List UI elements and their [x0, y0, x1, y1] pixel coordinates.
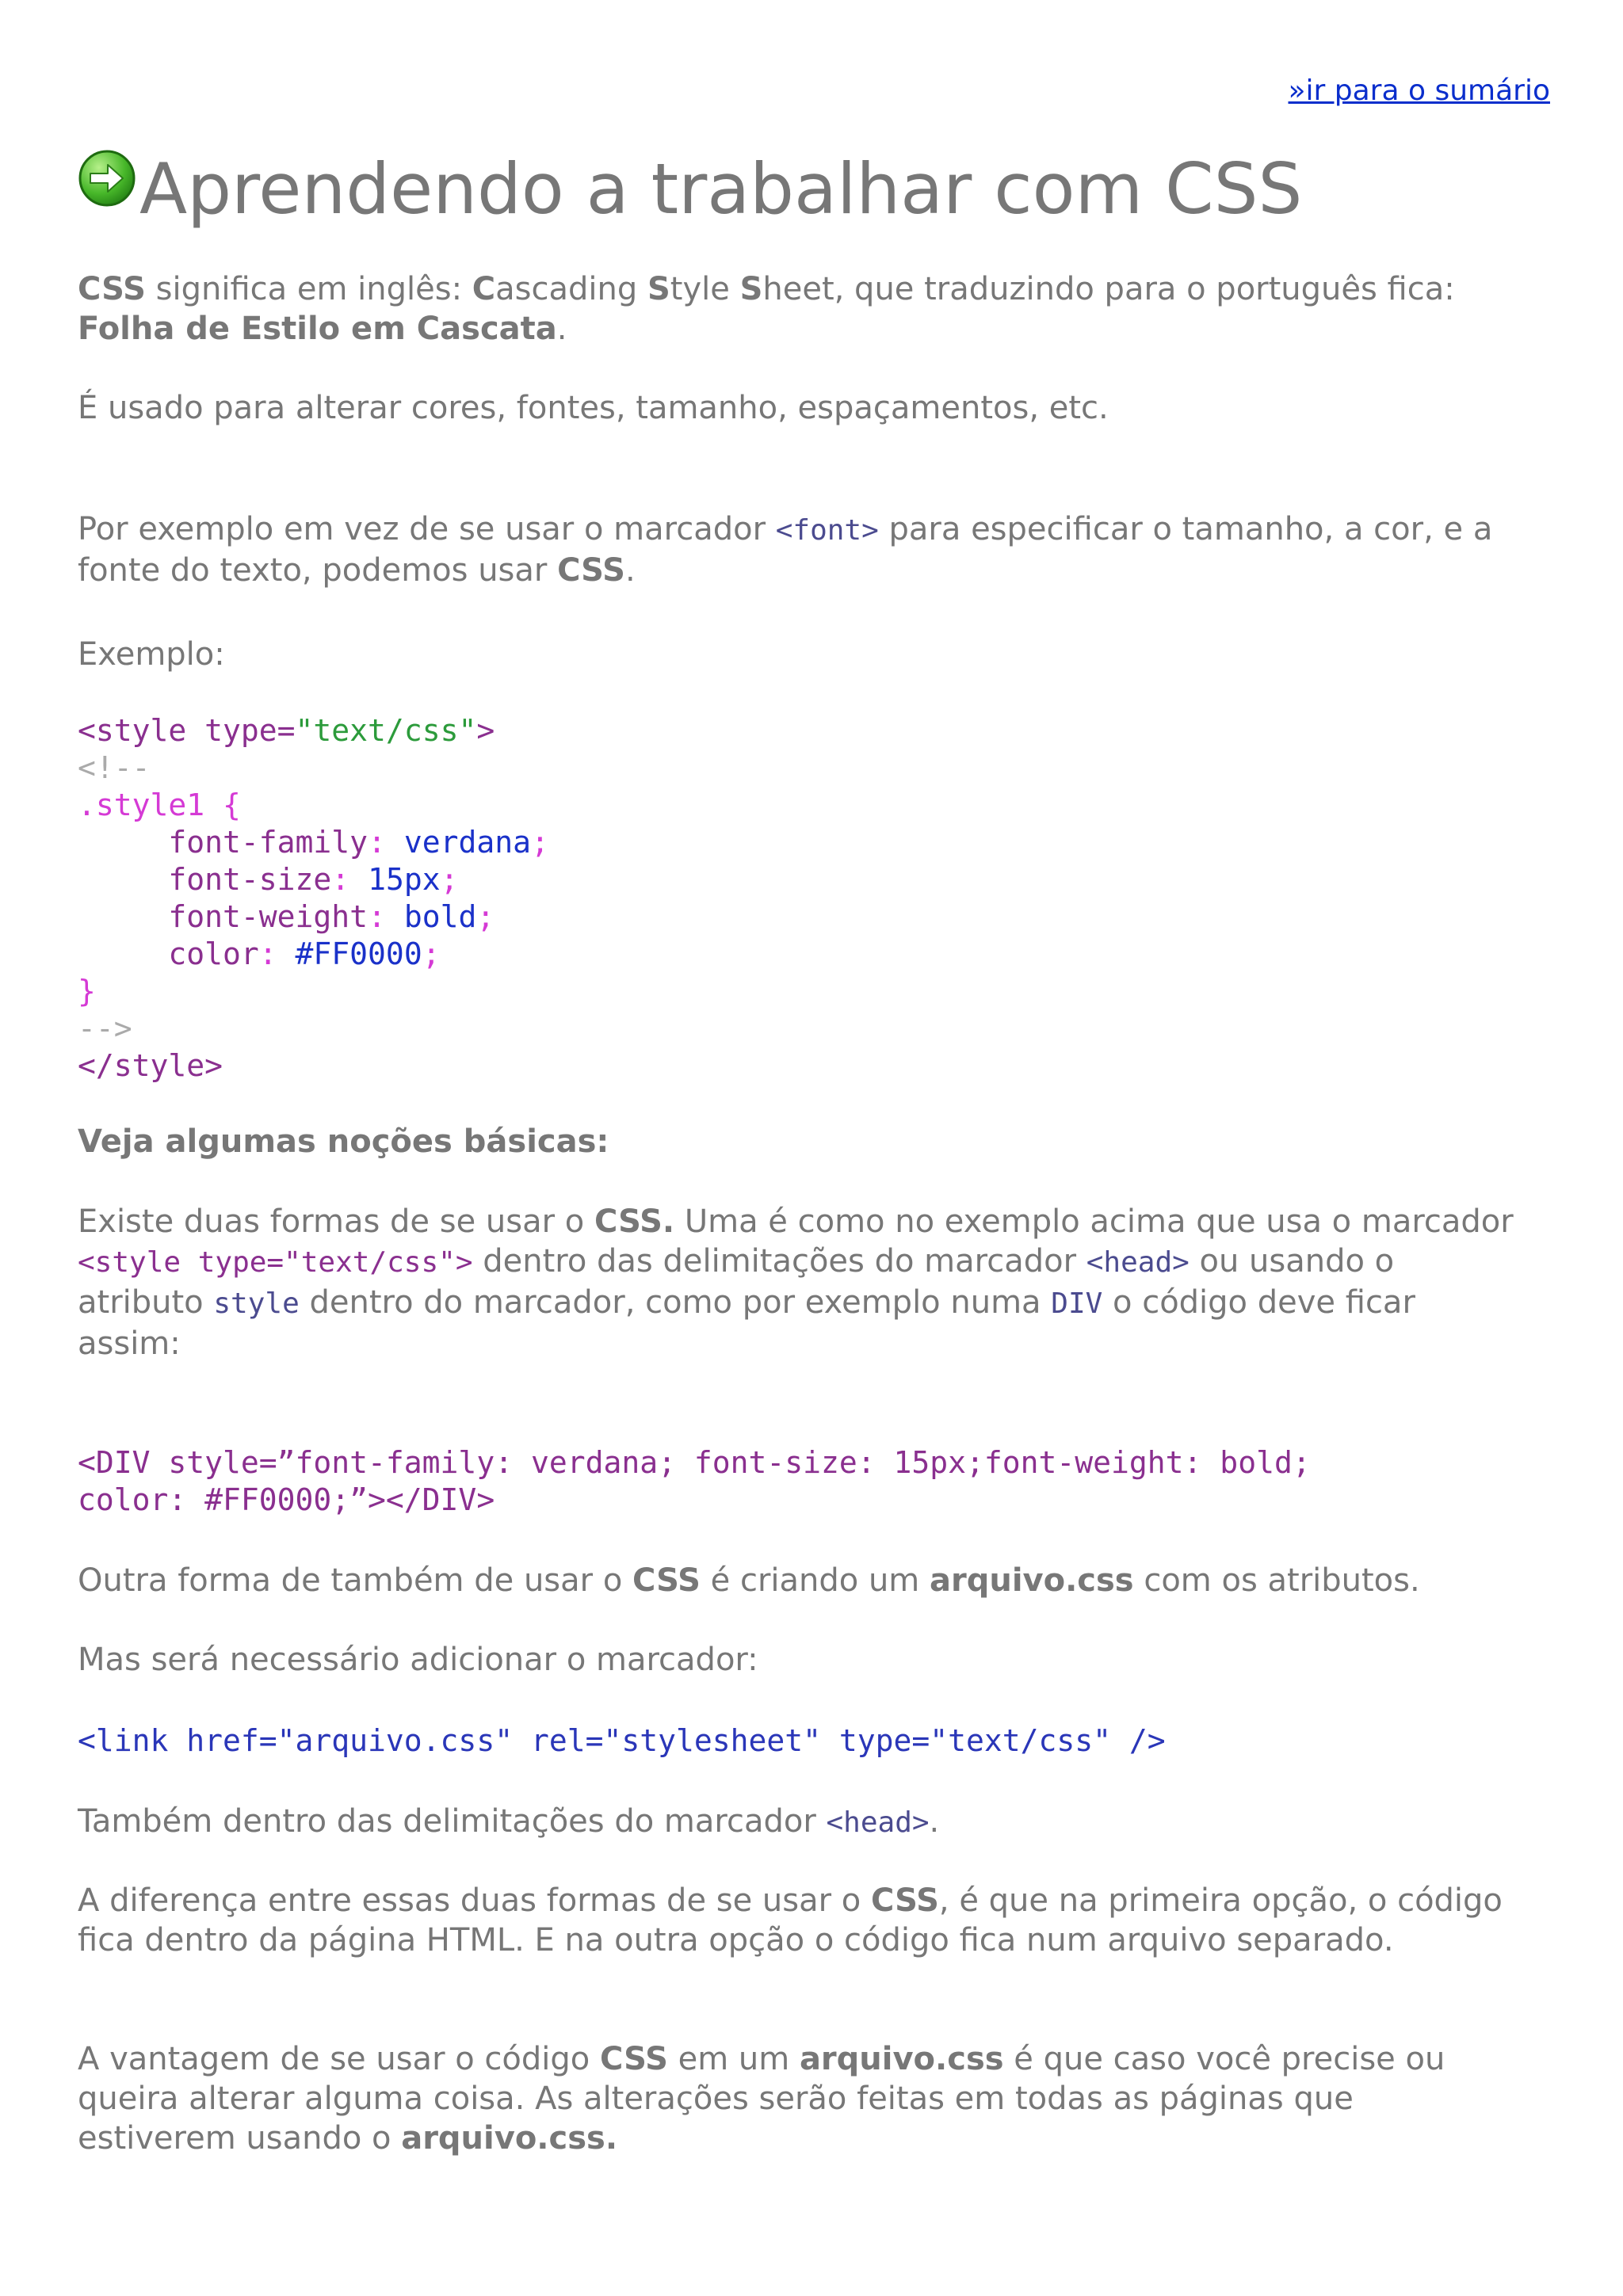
external-file-paragraph: Outra forma de também de usar o CSS é criando um arquivo.css com os atributos.: [78, 1562, 1420, 1599]
usage-paragraph: É usado para alterar cores, fontes, tamanho, espaçamentos, etc.: [78, 390, 1109, 426]
css-code-block: <style type="text/css"> <!-- .style1 { font-family: verdana; font-size: 15px; font-weight: bold; color: #FF0000; } --> </style>: [78, 713, 549, 1083]
page-title: Aprendendo a trabalhar com CSS: [139, 148, 1303, 230]
title-row: [78, 148, 1303, 230]
intro-paragraph: CSS significa em inglês: Cascading Style Sheet, que traduzindo para o português fica: Folha de Estilo em Cascata.: [78, 271, 1455, 347]
font-example-paragraph: Por exemplo em vez de se usar o marcador <font> para especificar o tamanho, a cor, e a fonte do texto, podemos usar CSS.: [78, 511, 1493, 589]
div-style-example: <DIV style=”font-family: verdana; font-size: 15px;font-weight: bold; color: #FF0000;”></DIV>: [78, 1445, 1311, 1517]
link-tag-example: <link href="arquivo.css" rel="stylesheet" type="text/css" />: [78, 1723, 1166, 1758]
arrow-right-icon: [78, 149, 136, 208]
example-label: Exemplo:: [78, 636, 225, 673]
section-heading: Veja algumas noções básicas:: [78, 1123, 609, 1160]
advantage-paragraph: A vantagem de se usar o código CSS em um arquivo.css é que caso você precise ou queira alterar alguma coisa. As alterações serão feitas em todas as páginas que estiverem usando o arquivo.css.: [78, 2041, 1445, 2157]
head-paragraph: Também dentro das delimitações do marcador <head>.: [78, 1803, 940, 1840]
necessary-paragraph: Mas será necessário adicionar o marcador:: [78, 1642, 758, 1678]
summary-link[interactable]: »ir para o sumário: [1288, 74, 1550, 107]
difference-paragraph: A diferença entre essas duas formas de se usar o CSS, é que na primeira opção, o código fica dentro da página HTML. E na outra opção o código fica num arquivo separado.: [78, 1882, 1503, 1958]
two-forms-paragraph: Existe duas formas de se usar o CSS. Uma é como no exemplo acima que usa o marcador <style type="text/css"> dentro das delimitações do marcador <head> ou usando o atributo style dentro do marcador, como por exemplo numa DIV o código deve ficar assim:: [78, 1203, 1514, 1362]
